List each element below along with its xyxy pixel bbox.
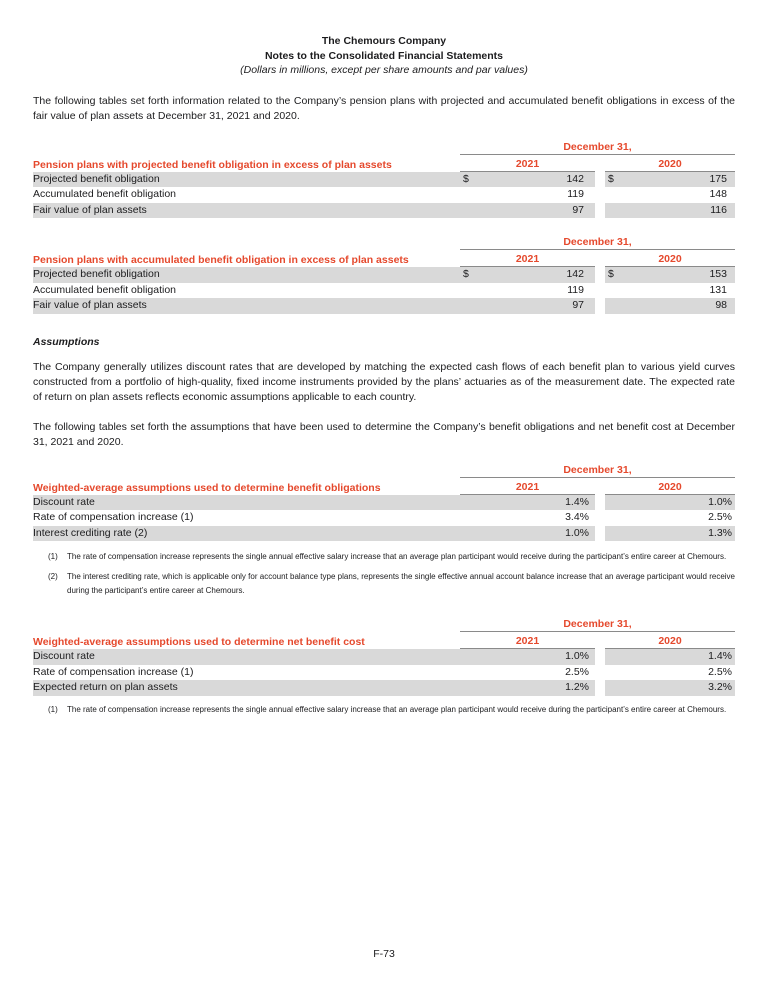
table-row: [33, 203, 735, 219]
value-2020: 1.4%: [605, 649, 735, 665]
footnote-text: The rate of compensation increase represents the single annual effective salary increase that an average plan participant would receive during the participant’s entire career at Chemours.: [67, 552, 727, 561]
table-pension-accumulated: [33, 234, 735, 314]
row-label: Accumulated benefit obligation: [33, 283, 177, 296]
value-2020: 3.2%: [605, 680, 735, 696]
column-header-row: [33, 478, 735, 495]
column-gap: [595, 649, 605, 665]
currency-symbol: [605, 298, 623, 314]
value-2021: 3.4%: [565, 511, 589, 523]
table-assumptions-benefit-obligations: [33, 462, 735, 542]
value-2021: 142: [478, 267, 595, 283]
column-gap: [595, 510, 605, 526]
document-header: [0, 0, 768, 78]
table-row: [33, 649, 735, 665]
footnote-text: The rate of compensation increase represents the single annual effective salary increase that an average plan participant would receive during the participant’s entire career at Chemours.: [67, 704, 727, 714]
column-gap: [595, 283, 605, 299]
table-row: [33, 510, 735, 526]
row-label: Fair value of plan assets: [33, 203, 460, 219]
table-assumptions-net-benefit-cost: [33, 616, 735, 696]
table-row: [33, 495, 735, 511]
footnote-number: (1): [48, 704, 58, 714]
column-header-row: [33, 155, 735, 172]
column-gap: [595, 203, 605, 219]
assumptions-paragraph-2: The following tables set forth the assumptions that have been used to determine the Company’s benefit obligations and net benefit cost at December 31, 2021 and 2020.: [33, 420, 735, 448]
column-gap: [595, 495, 605, 511]
document-title: Notes to the Consolidated Financial Statements: [264, 49, 504, 62]
row-label: Rate of compensation increase (1): [33, 511, 194, 523]
value-2020: 2.5%: [708, 511, 732, 523]
column-header-row: [33, 632, 735, 649]
value-2021: 119: [567, 188, 584, 200]
period-header-row: [33, 234, 735, 250]
value-2021: 97: [478, 298, 595, 314]
value-2020: 2.5%: [708, 665, 732, 678]
period-header: December 31,: [460, 464, 735, 478]
table-row: [33, 298, 735, 314]
currency-symbol: [460, 187, 478, 203]
value-2021: 119: [567, 283, 584, 296]
row-label: Projected benefit obligation: [33, 267, 460, 283]
table-title: Weighted-average assumptions used to determine net benefit cost: [33, 636, 365, 648]
section-heading-assumptions: Assumptions: [33, 335, 100, 348]
year-column-2020: 2020: [605, 158, 735, 172]
footnote-number: (2): [48, 572, 58, 581]
value-2020: 148: [709, 188, 727, 200]
page-number: F-73: [373, 948, 395, 960]
currency-symbol: [605, 283, 623, 299]
value-2021: 1.0%: [460, 526, 595, 542]
table-title: Weighted-average assumptions used to determine benefit obligations: [33, 481, 381, 494]
value-2021: 1.2%: [460, 680, 595, 696]
footnote: [33, 570, 735, 598]
value-2021: 2.5%: [565, 665, 589, 678]
row-label: Projected benefit obligation: [33, 172, 460, 188]
table-row: [33, 172, 735, 188]
assumptions-paragraph-1: The Company generally utilizes discount rates that are developed by matching the expected cash flows of each benefit plan to various yield curves constructed from a portfolio of high-quality, fixed income instruments provided by the plans’ actuaries as of the measurement date. The expected rate of return on plan assets reflects economic assumptions applicable to each country.: [33, 360, 735, 403]
value-2020: 98: [623, 298, 735, 314]
column-gap: [595, 172, 605, 188]
value-2020: 153: [623, 267, 735, 283]
row-label: Fair value of plan assets: [33, 298, 460, 314]
currency-symbol: $: [460, 267, 478, 283]
column-gap: [595, 665, 605, 681]
period-header: December 31,: [460, 141, 735, 155]
column-header-row: [33, 250, 735, 267]
row-label: Accumulated benefit obligation: [33, 188, 177, 200]
currency-symbol: $: [605, 172, 623, 188]
row-label: Interest crediting rate (2): [33, 526, 460, 542]
row-label: Discount rate: [33, 649, 460, 665]
row-label: Expected return on plan assets: [33, 680, 460, 696]
year-column-2021: 2021: [460, 158, 595, 172]
footnote: [33, 550, 735, 564]
value-2020: 1.3%: [605, 526, 735, 542]
value-2021: 1.0%: [460, 649, 595, 665]
period-header: December 31,: [460, 618, 735, 632]
column-gap: [595, 298, 605, 314]
table-row: [33, 680, 735, 696]
year-column-2021: 2021: [460, 635, 595, 649]
column-gap: [595, 187, 605, 203]
year-column-2021: 2021: [460, 481, 595, 495]
period-header-row: [33, 616, 735, 632]
table-row: [33, 283, 735, 299]
currency-symbol: [460, 298, 478, 314]
table-title: Pension plans with accumulated benefit obligation in excess of plan assets: [33, 254, 409, 266]
value-2020: 131: [709, 283, 727, 296]
company-name: The Chemours Company: [321, 35, 447, 47]
row-label: Rate of compensation increase (1): [33, 665, 194, 678]
value-2020: 116: [623, 203, 735, 219]
column-gap: [595, 267, 605, 283]
period-header: December 31,: [460, 236, 735, 250]
value-2020: 1.0%: [605, 495, 735, 511]
intro-paragraph: The following tables set forth information related to the Company’s pension plans with projected and accumulated benefit obligations in excess of the fair value of plan assets at December 31, 2021 and 2020.: [33, 94, 735, 122]
period-header-row: [33, 139, 735, 155]
row-label: Discount rate: [33, 495, 460, 511]
year-column-2020: 2020: [605, 253, 735, 267]
table-pension-projected: [33, 139, 735, 219]
table-row: [33, 267, 735, 283]
document-subtitle: (Dollars in millions, except per share amounts and par values): [240, 64, 528, 76]
year-column-2020: 2020: [605, 635, 735, 649]
column-gap: [595, 680, 605, 696]
currency-symbol: $: [460, 172, 478, 188]
period-header-row: [33, 462, 735, 478]
value-2020: 175: [623, 172, 735, 188]
year-column-2020: 2020: [605, 481, 735, 495]
table-row: [33, 526, 735, 542]
footnote-text: The interest crediting rate, which is applicable only for account balance type plans, represents the single effective annual account balance increase that an average participant would receive during the participant’s entire career at Chemours.: [67, 572, 735, 595]
page-content: [33, 94, 735, 717]
year-column-2021: 2021: [460, 253, 595, 267]
table-row: [33, 187, 735, 203]
value-2021: 97: [478, 203, 595, 219]
currency-symbol: [460, 203, 478, 219]
table-title: Pension plans with projected benefit obligation in excess of plan assets: [33, 158, 392, 171]
value-2021: 1.4%: [460, 495, 595, 511]
value-2021: 142: [478, 172, 595, 188]
table-row: [33, 665, 735, 681]
footnote: [33, 703, 735, 717]
currency-symbol: $: [605, 267, 623, 283]
currency-symbol: [460, 283, 478, 299]
footnote-number: (1): [48, 552, 58, 561]
currency-symbol: [605, 203, 623, 219]
currency-symbol: [605, 187, 623, 203]
column-gap: [595, 526, 605, 542]
